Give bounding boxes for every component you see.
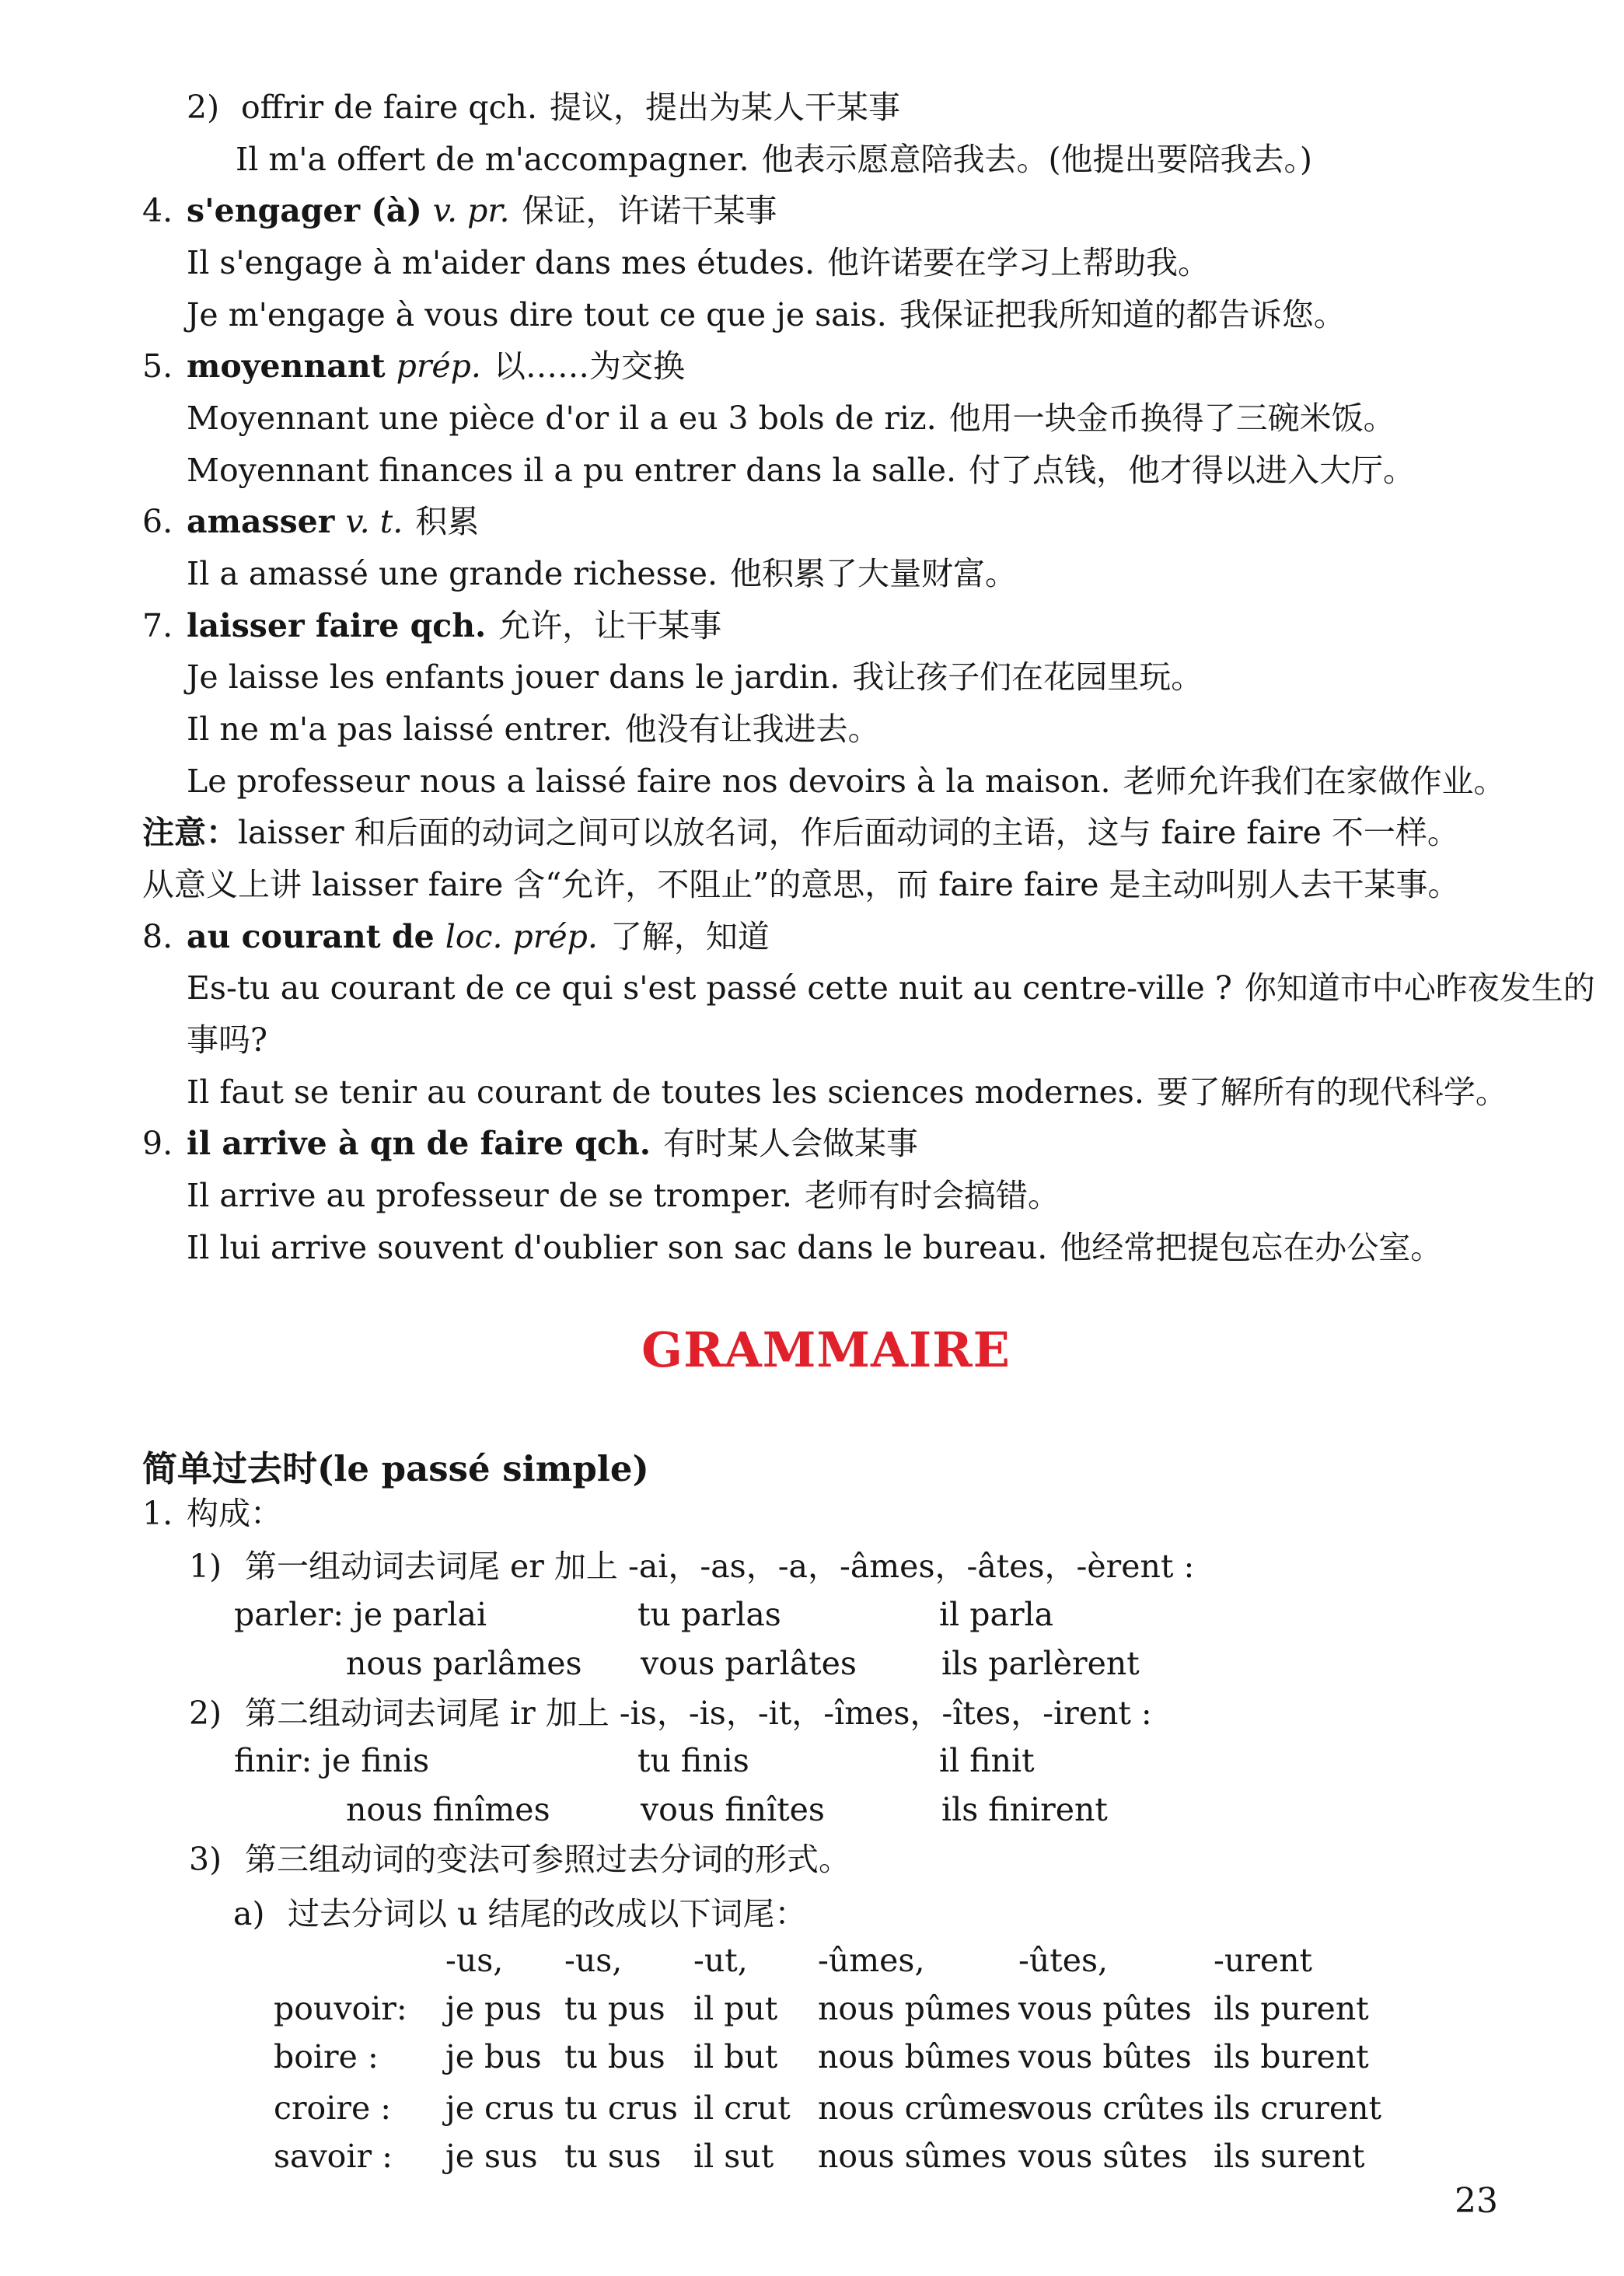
ending-cell: -ûmes,	[818, 1942, 925, 1979]
chinese-gloss: 允许，让干某事	[498, 607, 722, 644]
verb-table-row-savoir	[0, 2138, 1624, 2183]
conjugation-cell: ils parlèrent	[941, 1645, 1140, 1682]
french-sentence: Je laisse les enfants jouer dans le jardin.	[187, 658, 840, 696]
vocab-item-6	[142, 501, 479, 543]
verb-form: tu bus	[564, 2038, 665, 2075]
vocab-example-continuation	[187, 1020, 267, 1061]
verb-form: nous bûmes	[818, 2038, 1011, 2075]
note-line	[142, 864, 1460, 906]
chinese-translation: 老师允许我们在家做作业。	[1123, 763, 1506, 800]
conjugation-cell: ils finirent	[941, 1791, 1108, 1828]
conjugation-row-parler-2	[0, 1645, 1624, 1690]
conjugation-cell: vous finîtes	[641, 1791, 825, 1828]
french-headword: il arrive à qn de faire qch.	[187, 1125, 651, 1162]
verb-form: ils burent	[1214, 2038, 1369, 2075]
verb-group-3-rule	[189, 1839, 850, 1880]
note-label: 注意：	[142, 814, 238, 851]
verb-label: croire :	[274, 2089, 392, 2127]
french-sentence: Moyennant une pièce d'or il a eu 3 bols de riz.	[187, 400, 937, 437]
french-headword: laisser faire qch.	[187, 607, 487, 644]
conjugation-cell: tu parlas	[637, 1596, 781, 1633]
verb-form: il crut	[693, 2089, 791, 2127]
chinese-translation: 他没有让我进去。	[624, 710, 880, 748]
verb-form: vous pûtes	[1018, 1990, 1192, 2027]
ending-cell: -us,	[445, 1942, 504, 1979]
pos-abbreviation: v. t.	[345, 503, 403, 540]
group-rule-text: 第二组动词去词尾 ir 加上 -is，-is，-it，-îmes，-îtes，-irent :	[245, 1695, 1152, 1732]
verb-form: vous crûtes	[1018, 2089, 1205, 2127]
verb-form: je bus	[445, 2038, 542, 2075]
item-number: 9.	[142, 1125, 173, 1162]
sub-rule-a	[233, 1894, 806, 1935]
chinese-translation: 你知道市中心昨夜发生的	[1244, 969, 1595, 1007]
verb-group-1-rule	[189, 1546, 1194, 1587]
chinese-translation: 事吗?	[187, 1021, 267, 1059]
ending-cell: -ûtes,	[1018, 1942, 1109, 1979]
group-number: 1)	[189, 1548, 222, 1585]
vocab-item-8	[142, 916, 770, 958]
conjugation-cell: il finit	[939, 1742, 1035, 1779]
chinese-translation: 我保证把我所知道的都告诉您。	[899, 296, 1346, 333]
chinese-translation: 要了解所有的现代科学。	[1156, 1073, 1507, 1111]
chinese-gloss: 以……为交换	[493, 347, 685, 385]
verb-form: nous pûmes	[818, 1990, 1011, 2027]
chinese-gloss: 有时某人会做某事	[663, 1125, 919, 1162]
chinese-translation: 他经常把提包忘在办公室。	[1060, 1229, 1443, 1266]
verb-table-row-boire	[0, 2038, 1624, 2083]
french-headword: amasser	[187, 503, 335, 540]
verb-form: ils crurent	[1214, 2089, 1382, 2127]
note-text: laisser 和后面的动词之间可以放名词，作后面动词的主语，这与 faire faire 不一样。	[238, 814, 1459, 851]
conjugation-cell: nous finîmes	[346, 1791, 550, 1828]
french-sentence: Le professeur nous a laissé faire nos devoirs à la maison.	[187, 763, 1111, 800]
conjugation-cell: tu finis	[637, 1742, 749, 1779]
verb-form: nous sûmes	[818, 2138, 1008, 2175]
chinese-translation: 他表示愿意陪我去。(他提出要陪我去。)	[761, 141, 1313, 178]
group-rule-text: 第一组动词去词尾 er 加上 -ai，-as，-a，-âmes，-âtes，-èrent :	[245, 1548, 1195, 1585]
french-sentence: Il faut se tenir au courant de toutes les sciences modernes.	[187, 1073, 1144, 1111]
conjugation-row-finir-1	[0, 1742, 1624, 1787]
chinese-translation: 他许诺要在学习上帮助我。	[827, 244, 1210, 281]
vocab-item-7	[142, 606, 721, 647]
passe-simple-title: 简单过去时(le passé simple)	[142, 1448, 649, 1489]
conjugation-cell: parler: je parlai	[234, 1596, 487, 1633]
french-headword: au courant de	[187, 918, 435, 955]
verb-table-row-croire	[0, 2089, 1624, 2135]
vocab-subitem-2	[187, 87, 900, 128]
ending-cell: -ut,	[693, 1942, 748, 1979]
chinese-gloss: 保证，许诺干某事	[522, 192, 777, 229]
point-text: 构成：	[187, 1495, 282, 1532]
verb-form: tu crus	[564, 2089, 678, 2127]
item-number: 7.	[142, 607, 173, 644]
subitem-number: 2)	[187, 89, 220, 126]
item-number: 8.	[142, 918, 173, 955]
chinese-translation: 付了点钱，他才得以进入大厅。	[969, 452, 1415, 489]
conjugation-row-finir-2	[0, 1791, 1624, 1836]
item-number: 4.	[142, 192, 173, 229]
point-number: 1.	[142, 1495, 173, 1532]
verb-form: tu pus	[564, 1990, 665, 2027]
sub-rule-letter: a)	[233, 1895, 265, 1932]
vocab-example	[187, 1227, 1442, 1269]
verb-form: je sus	[445, 2138, 538, 2175]
verb-form: vous sûtes	[1018, 2138, 1188, 2175]
grammaire-heading: GRAMMAIRE	[641, 1321, 1011, 1378]
verb-label: savoir :	[274, 2138, 393, 2175]
vocab-example	[187, 709, 880, 750]
vocab-example	[187, 450, 1415, 491]
pos-abbreviation: loc. prép.	[445, 918, 598, 955]
verb-label: boire :	[274, 2038, 379, 2075]
group-number: 2)	[189, 1695, 222, 1732]
vocab-item-4	[142, 190, 777, 232]
vocab-example	[187, 243, 1210, 284]
vocab-item-5	[142, 346, 685, 387]
formation-point	[142, 1493, 282, 1534]
french-headword: moyennant	[187, 347, 386, 385]
french-sentence: Il arrive au professeur de se tromper.	[187, 1177, 792, 1214]
french-sentence: Je m'engage à vous dire tout ce que je sais.	[187, 296, 887, 333]
chinese-translation: 他积累了大量财富。	[730, 555, 1018, 592]
french-sentence: Il s'engage à m'aider dans mes études.	[187, 244, 815, 281]
sub-rule-text: 过去分词以 u 结尾的改成以下词尾：	[288, 1895, 807, 1932]
vocab-example	[187, 968, 1595, 1009]
group-rule-text: 第三组动词的变法可参照过去分词的形式。	[245, 1841, 850, 1878]
french-headword: s'engager (à)	[187, 192, 422, 229]
vocab-example	[187, 295, 1346, 336]
verb-form: il sut	[693, 2138, 774, 2175]
conjugation-cell: nous parlâmes	[346, 1645, 582, 1682]
item-number: 5.	[142, 347, 173, 385]
item-number: 6.	[142, 503, 173, 540]
u-endings-row	[0, 1942, 1624, 1987]
chinese-translation: 我让孩子们在花园里玩。	[852, 658, 1203, 696]
verb-table-row-pouvoir	[0, 1990, 1624, 2035]
verb-form: ils surent	[1214, 2138, 1365, 2175]
french-sentence: Moyennant finances il a pu entrer dans la salle.	[187, 452, 956, 489]
verb-form: vous bûtes	[1018, 2038, 1192, 2075]
verb-form: il put	[693, 1990, 778, 2027]
page-number: 23	[1455, 2181, 1498, 2221]
chinese-gloss: 积累	[415, 503, 480, 540]
verb-form: il but	[693, 2038, 778, 2075]
conjugation-cell: il parla	[939, 1596, 1054, 1633]
french-sentence: Il lui arrive souvent d'oublier son sac dans le bureau.	[187, 1229, 1048, 1266]
french-sentence: Il a amassé une grande richesse.	[187, 555, 718, 592]
conjugation-row-parler-1	[0, 1596, 1624, 1641]
ending-cell: -urent	[1214, 1942, 1313, 1979]
vocab-example	[187, 1072, 1507, 1113]
pos-abbreviation: v. pr.	[432, 192, 510, 229]
verb-form: je crus	[445, 2089, 555, 2127]
vocab-example	[187, 1175, 1060, 1217]
verb-form: tu sus	[564, 2138, 662, 2175]
note-line	[142, 812, 1459, 854]
vocab-example	[187, 553, 1017, 595]
french-sentence: Es-tu au courant de ce qui s'est passé cette nuit au centre-ville ?	[187, 969, 1232, 1007]
chinese-translation: 老师有时会搞错。	[804, 1177, 1060, 1214]
conjugation-cell: vous parlâtes	[641, 1645, 857, 1682]
chinese-gloss: 了解，知道	[609, 918, 770, 955]
vocab-example	[187, 761, 1506, 802]
french-sentence: Il ne m'a pas laissé entrer.	[187, 710, 613, 748]
french-sentence: Il m'a offert de m'accompagner.	[236, 141, 749, 178]
note-text: 从意义上讲 laisser faire 含“允许，不阻止”的意思，而 faire faire 是主动叫别人去干某事。	[142, 866, 1460, 903]
vocab-item-9	[142, 1123, 918, 1164]
pos-abbreviation: prép.	[396, 347, 481, 385]
vocab-example	[187, 398, 1395, 439]
verb-group-2-rule	[189, 1693, 1152, 1734]
group-number: 3)	[189, 1841, 222, 1878]
verb-form: nous crûmes	[818, 2089, 1024, 2127]
vocab-example	[187, 657, 1203, 698]
chinese-gloss: 提议，提出为某人干某事	[549, 89, 900, 126]
chinese-translation: 他用一块金币换得了三碗米饭。	[948, 400, 1395, 437]
verb-label: pouvoir:	[274, 1990, 407, 2027]
ending-cell: -us,	[564, 1942, 623, 1979]
verb-form: ils purent	[1214, 1990, 1369, 2027]
conjugation-cell: finir: je finis	[234, 1742, 430, 1779]
french-phrase: offrir de faire qch.	[241, 89, 537, 126]
vocab-example	[236, 139, 1312, 180]
verb-form: je pus	[445, 1990, 542, 2027]
